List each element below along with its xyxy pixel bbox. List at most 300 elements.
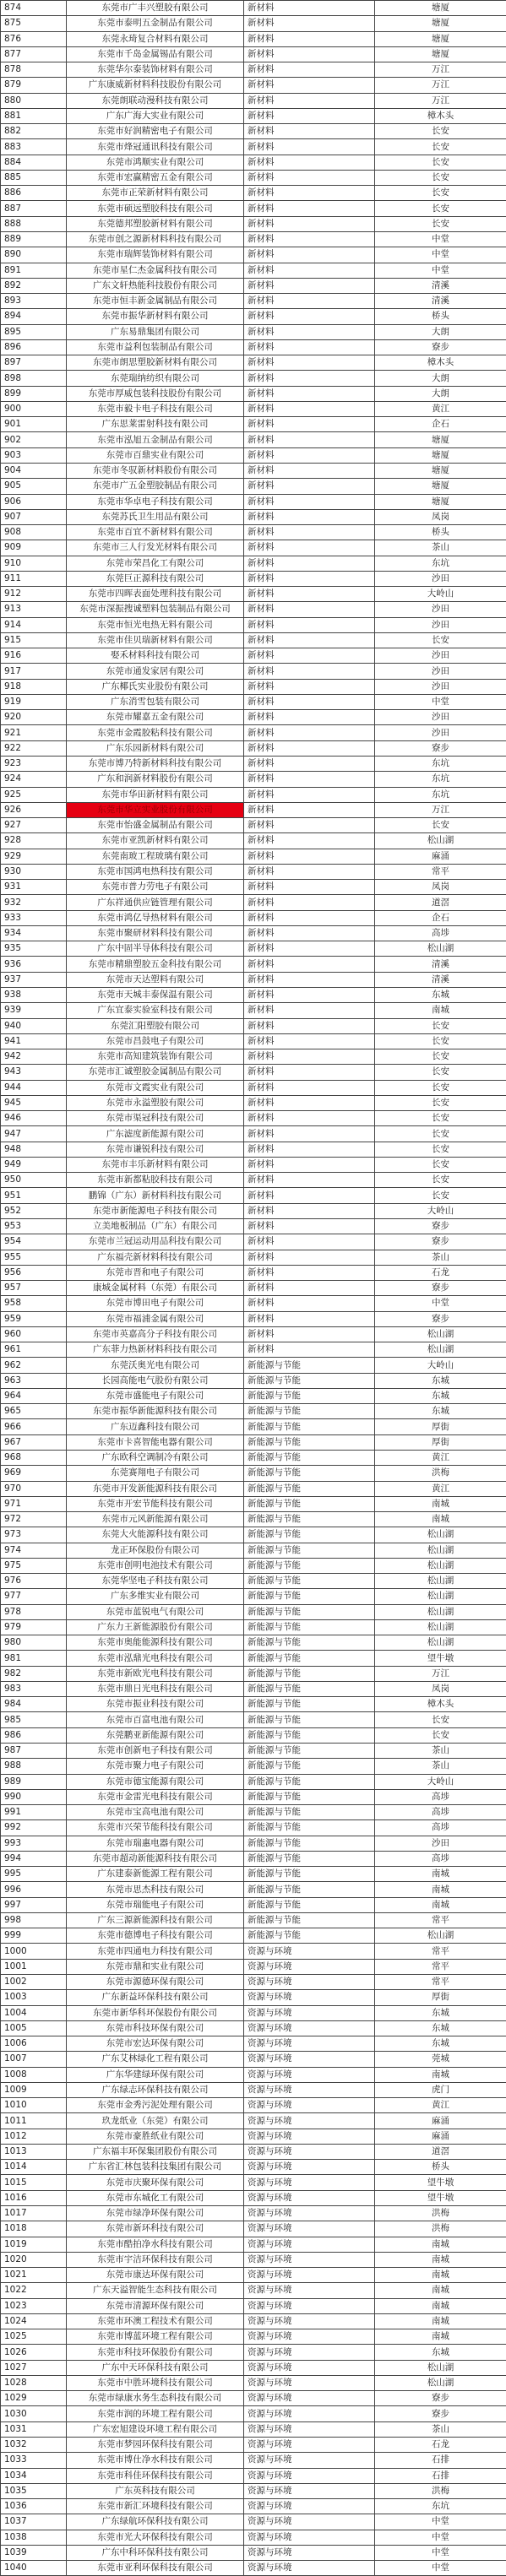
table-row — [1, 1404, 506, 1419]
category-cell: 新材料 — [244, 1065, 375, 1080]
category-cell: 新材料 — [244, 1033, 375, 1049]
company-name-cell: 东莞市创明电池技术有限公司 — [67, 1558, 244, 1573]
row-number-cell: 1012 — [1, 2129, 67, 2144]
town-cell: 长安 — [375, 216, 506, 231]
town-cell: 南城 — [375, 1897, 506, 1912]
company-name-cell: 东莞市新汇环境科技有限公司 — [67, 2499, 244, 2514]
row-number-cell: 894 — [1, 309, 67, 324]
row-number-cell: 900 — [1, 401, 67, 416]
row-number-cell: 990 — [1, 1789, 67, 1804]
category-cell: 新材料 — [244, 571, 375, 586]
category-cell: 新材料 — [244, 880, 375, 895]
category-cell: 新材料 — [244, 1080, 375, 1095]
category-cell: 新能源与节能 — [244, 1712, 375, 1727]
town-cell: 高埗 — [375, 1789, 506, 1804]
town-cell: 南城 — [375, 1496, 506, 1511]
company-name-cell: 东莞赛翔电子有限公司 — [67, 1466, 244, 1481]
row-number-cell: 879 — [1, 78, 67, 93]
row-number-cell: 892 — [1, 278, 67, 293]
company-name-cell: 东莞永琦复合材料有限公司 — [67, 31, 244, 46]
table-row — [1, 2313, 506, 2329]
company-name-cell: 东莞市佳贝瑞新材料有限公司 — [67, 632, 244, 648]
company-name-cell: 东莞市恒光电热无料有限公司 — [67, 617, 244, 632]
row-number-cell: 1010 — [1, 2098, 67, 2113]
town-cell: 中堂 — [375, 263, 506, 278]
category-cell: 新能源与节能 — [244, 1481, 375, 1496]
row-number-cell: 954 — [1, 1234, 67, 1250]
row-number-cell: 1009 — [1, 2082, 67, 2097]
category-cell: 资源与环境 — [244, 2098, 375, 2113]
row-number-cell: 902 — [1, 432, 67, 447]
company-name-cell: 东莞市新华科环保股份有限公司 — [67, 2005, 244, 2020]
category-cell: 新材料 — [244, 231, 375, 247]
category-cell: 新能源与节能 — [244, 1789, 375, 1804]
company-name-cell: 东莞市华田新材料有限公司 — [67, 787, 244, 802]
table-row — [1, 2205, 506, 2221]
table-row — [1, 1296, 506, 1311]
table-row — [1, 46, 506, 62]
company-name-cell: 长园高能电气股份有限公司 — [67, 1373, 244, 1388]
town-cell: 茶山 — [375, 1759, 506, 1774]
town-cell: 南城 — [375, 2237, 506, 2252]
row-number-cell: 972 — [1, 1512, 67, 1527]
category-cell: 新能源与节能 — [244, 1882, 375, 1897]
table-row — [1, 1142, 506, 1157]
company-name-cell: 东莞市好润精密电子有限公司 — [67, 124, 244, 139]
category-cell: 新材料 — [244, 294, 375, 309]
row-number-cell: 951 — [1, 1188, 67, 1203]
company-name-cell: 东莞市国鸿电热科技有限公司 — [67, 864, 244, 879]
table-row-highlighted — [1, 802, 506, 817]
category-cell: 资源与环境 — [244, 2345, 375, 2360]
row-number-cell: 991 — [1, 1805, 67, 1820]
row-number-cell: 962 — [1, 1358, 67, 1373]
row-number-cell: 933 — [1, 910, 67, 925]
town-cell: 长安 — [375, 201, 506, 216]
town-cell: 樟木头 — [375, 355, 506, 371]
category-cell: 新材料 — [244, 324, 375, 339]
category-cell: 新材料 — [244, 463, 375, 478]
town-cell: 长安 — [375, 139, 506, 155]
table-row — [1, 1543, 506, 1558]
row-number-cell: 878 — [1, 62, 67, 78]
table-row — [1, 941, 506, 957]
category-cell: 新材料 — [244, 16, 375, 31]
town-cell: 长安 — [375, 1712, 506, 1727]
table-row — [1, 694, 506, 709]
table-row — [1, 2499, 506, 2514]
town-cell: 桥头 — [375, 309, 506, 324]
category-cell: 新材料 — [244, 1003, 375, 1018]
town-cell: 长安 — [375, 632, 506, 648]
town-cell: 长安 — [375, 1157, 506, 1172]
row-number-cell: 903 — [1, 447, 67, 463]
table-row — [1, 1018, 506, 1033]
town-cell: 黄江 — [375, 2098, 506, 2113]
table-row — [1, 587, 506, 602]
company-name-cell: 东莞市四晖表面处理科技有限公司 — [67, 587, 244, 602]
company-name-cell: 东莞市创之源新材料科技有限公司 — [67, 231, 244, 247]
town-cell: 塘厦 — [375, 447, 506, 463]
category-cell: 资源与环境 — [244, 2221, 375, 2237]
company-name-cell: 广东思莱雷射科技有限公司 — [67, 417, 244, 432]
company-name-cell: 东莞市精鼎塑胶五金科技有限公司 — [67, 957, 244, 972]
category-cell: 新材料 — [244, 108, 375, 123]
town-cell: 望牛墩 — [375, 2175, 506, 2190]
company-name-cell: 东莞市科技环保有限公司 — [67, 2020, 244, 2036]
table-row — [1, 1234, 506, 1250]
town-cell: 松山湖 — [375, 941, 506, 957]
table-row — [1, 1419, 506, 1434]
table-row — [1, 16, 506, 31]
company-name-cell: 东莞市荣昌化工有限公司 — [67, 556, 244, 571]
table-row — [1, 386, 506, 401]
category-cell: 新能源与节能 — [244, 1851, 375, 1866]
company-name-cell: 东莞市金雷光电科技有限公司 — [67, 1789, 244, 1804]
row-number-cell: 1036 — [1, 2499, 67, 2514]
row-number-cell: 973 — [1, 1527, 67, 1543]
category-cell: 资源与环境 — [244, 1959, 375, 1974]
company-name-cell: 东莞市康达环保有限公司 — [67, 2268, 244, 2283]
company-name-cell: 东莞德邦塑胶新材料有限公司 — [67, 216, 244, 231]
row-number-cell: 1003 — [1, 1990, 67, 2005]
company-name-cell: 广东乐园新材料有限公司 — [67, 740, 244, 756]
row-number-cell: 910 — [1, 556, 67, 571]
row-number-cell: 923 — [1, 757, 67, 772]
table-row — [1, 1712, 506, 1727]
category-cell: 资源与环境 — [244, 2360, 375, 2375]
town-cell: 厚街 — [375, 1990, 506, 2005]
row-number-cell: 940 — [1, 1018, 67, 1033]
company-name-cell: 东莞巨正源科技有限公司 — [67, 571, 244, 586]
table-row — [1, 1388, 506, 1403]
category-cell: 新能源与节能 — [244, 1419, 375, 1434]
town-cell: 高埗 — [375, 1820, 506, 1836]
category-cell: 新材料 — [244, 556, 375, 571]
category-cell: 新材料 — [244, 617, 375, 632]
company-name-cell: 东莞市广五金塑胶制品有限公司 — [67, 479, 244, 494]
town-cell: 中堂 — [375, 247, 506, 263]
town-cell: 企石 — [375, 417, 506, 432]
row-number-cell: 877 — [1, 46, 67, 62]
category-cell: 新材料 — [244, 818, 375, 833]
town-cell: 长安 — [375, 1095, 506, 1110]
table-row — [1, 632, 506, 648]
category-cell: 新材料 — [244, 247, 375, 263]
category-cell: 新能源与节能 — [244, 1450, 375, 1465]
table-row — [1, 1975, 506, 1990]
row-number-cell: 949 — [1, 1157, 67, 1172]
company-name-cell: 东莞市振华新能源科技有限公司 — [67, 1404, 244, 1419]
row-number-cell: 984 — [1, 1697, 67, 1712]
category-cell: 新材料 — [244, 632, 375, 648]
town-cell: 道滘 — [375, 2144, 506, 2159]
row-number-cell: 944 — [1, 1080, 67, 1095]
company-name-cell: 东莞市清源环保有限公司 — [67, 2298, 244, 2313]
row-number-cell: 897 — [1, 355, 67, 371]
table-row — [1, 2453, 506, 2468]
category-cell: 新材料 — [244, 757, 375, 772]
category-cell: 新材料 — [244, 895, 375, 910]
company-name-cell: 广东祥通供应链管理有限公司 — [67, 895, 244, 910]
category-cell: 新材料 — [244, 1326, 375, 1342]
row-number-cell: 880 — [1, 93, 67, 108]
category-cell: 资源与环境 — [244, 2160, 375, 2175]
row-number-cell: 1037 — [1, 2514, 67, 2530]
company-name-cell: 东莞市普力劳电子有限公司 — [67, 880, 244, 895]
row-number-cell: 993 — [1, 1836, 67, 1851]
category-cell: 资源与环境 — [244, 2453, 375, 2468]
town-cell: 寮步 — [375, 2406, 506, 2421]
company-name-cell: 东莞市博田电子有限公司 — [67, 1296, 244, 1311]
category-cell: 新能源与节能 — [244, 1388, 375, 1403]
company-name-cell: 东莞市豪胜纸业有限公司 — [67, 2129, 244, 2144]
category-cell: 新材料 — [244, 401, 375, 416]
row-number-cell: 1011 — [1, 2113, 67, 2129]
row-number-cell: 1001 — [1, 1959, 67, 1974]
category-cell: 资源与环境 — [244, 2129, 375, 2144]
town-cell: 松山湖 — [375, 1527, 506, 1543]
table-row — [1, 540, 506, 556]
town-cell: 长安 — [375, 1049, 506, 1065]
town-cell: 道滘 — [375, 895, 506, 910]
table-row — [1, 2221, 506, 2237]
row-number-cell: 1019 — [1, 2237, 67, 2252]
table-row — [1, 772, 506, 787]
table-row — [1, 186, 506, 201]
table-row — [1, 1496, 506, 1511]
category-cell: 新材料 — [244, 479, 375, 494]
town-cell: 东坑 — [375, 556, 506, 571]
company-name-cell: 广东绿航环保科技有限公司 — [67, 2514, 244, 2530]
row-number-cell: 992 — [1, 1820, 67, 1836]
table-row — [1, 2545, 506, 2560]
row-number-cell: 976 — [1, 1574, 67, 1589]
company-name-cell: 广东迈鑫科技有限公司 — [67, 1419, 244, 1434]
company-name-cell: 东莞市振华新材料有限公司 — [67, 309, 244, 324]
town-cell: 常平 — [375, 1912, 506, 1928]
category-cell: 资源与环境 — [244, 2298, 375, 2313]
company-name-cell: 东莞苏氏卫生用品有限公司 — [67, 509, 244, 524]
table-row — [1, 725, 506, 740]
category-cell: 资源与环境 — [244, 2237, 375, 2252]
table-row — [1, 833, 506, 849]
town-cell: 寮步 — [375, 2391, 506, 2406]
row-number-cell: 881 — [1, 108, 67, 123]
table-row — [1, 1450, 506, 1465]
row-number-cell: 969 — [1, 1466, 67, 1481]
company-name-cell: 东莞市科技环保股份有限公司 — [67, 2345, 244, 2360]
category-cell: 新能源与节能 — [244, 1836, 375, 1851]
row-number-cell: 912 — [1, 587, 67, 602]
row-number-cell: 919 — [1, 694, 67, 709]
company-name-cell: 东莞市三人行发光材料有限公司 — [67, 540, 244, 556]
category-cell: 新材料 — [244, 447, 375, 463]
category-cell: 新材料 — [244, 278, 375, 293]
table-row — [1, 1003, 506, 1018]
town-cell: 沙田 — [375, 710, 506, 725]
table-row — [1, 2160, 506, 2175]
table-row — [1, 1681, 506, 1696]
table-row — [1, 1281, 506, 1296]
town-cell: 望牛墩 — [375, 1651, 506, 1666]
row-number-cell: 901 — [1, 417, 67, 432]
company-name-cell: 东莞市新环科技有限公司 — [67, 2221, 244, 2237]
town-cell: 松山湖 — [375, 1619, 506, 1635]
category-cell: 资源与环境 — [244, 2005, 375, 2020]
town-cell: 大朗 — [375, 386, 506, 401]
company-name-cell: 东莞市开宏节能科技有限公司 — [67, 1496, 244, 1511]
category-cell: 新能源与节能 — [244, 1574, 375, 1589]
row-number-cell: 982 — [1, 1666, 67, 1681]
row-number-cell: 971 — [1, 1496, 67, 1511]
row-number-cell: 920 — [1, 710, 67, 725]
company-name-cell: 东莞市鸿顺实业有限公司 — [67, 155, 244, 170]
company-name-cell: 广东消雪包装有限公司 — [67, 694, 244, 709]
table-row — [1, 463, 506, 478]
category-cell: 新材料 — [244, 540, 375, 556]
company-name-cell: 东莞市渠冠科技有限公司 — [67, 1111, 244, 1126]
table-row — [1, 1805, 506, 1820]
town-cell: 寮步 — [375, 1218, 506, 1234]
category-cell: 新能源与节能 — [244, 1912, 375, 1928]
town-cell: 桥头 — [375, 525, 506, 540]
town-cell: 东坑 — [375, 757, 506, 772]
row-number-cell: 975 — [1, 1558, 67, 1573]
town-cell: 洪梅 — [375, 2205, 506, 2221]
category-cell: 资源与环境 — [244, 2144, 375, 2159]
table-row — [1, 1836, 506, 1851]
table-row — [1, 2144, 506, 2159]
town-cell: 南城 — [375, 1003, 506, 1018]
row-number-cell: 928 — [1, 833, 67, 849]
company-name-cell: 东莞市晋和电子有限公司 — [67, 1265, 244, 1280]
town-cell: 石排 — [375, 2453, 506, 2468]
company-name-cell: 东莞市科佳环保科技有限公司 — [67, 2468, 244, 2483]
town-cell: 麻涌 — [375, 849, 506, 864]
company-name-cell: 广东新益环保科技有限公司 — [67, 1990, 244, 2005]
town-cell: 万江 — [375, 62, 506, 78]
table-row — [1, 988, 506, 1003]
company-name-cell: 东莞市兰冠运动用品科技有限公司 — [67, 1234, 244, 1250]
town-cell: 大岭山 — [375, 587, 506, 602]
company-name-cell: 东莞市鼎和实业有限公司 — [67, 1959, 244, 1974]
row-number-cell: 1030 — [1, 2406, 67, 2421]
company-name-cell: 广东广海大实业有限公司 — [67, 108, 244, 123]
company-name-cell: 立美地板制品（广东）有限公司 — [67, 1218, 244, 1234]
category-cell: 新材料 — [244, 525, 375, 540]
category-cell: 资源与环境 — [244, 2499, 375, 2514]
category-cell: 新材料 — [244, 864, 375, 879]
town-cell: 茶山 — [375, 540, 506, 556]
row-number-cell: 934 — [1, 925, 67, 941]
row-number-cell: 922 — [1, 740, 67, 756]
town-cell: 沙田 — [375, 1836, 506, 1851]
table-row — [1, 1358, 506, 1373]
category-cell: 资源与环境 — [244, 2483, 375, 2498]
table-row — [1, 1080, 506, 1095]
table-row — [1, 170, 506, 185]
row-number-cell: 965 — [1, 1404, 67, 1419]
category-cell: 新能源与节能 — [244, 1805, 375, 1820]
row-number-cell: 889 — [1, 231, 67, 247]
town-cell: 松山湖 — [375, 1543, 506, 1558]
row-number-cell: 1007 — [1, 2052, 67, 2067]
row-number-cell: 904 — [1, 463, 67, 478]
town-cell: 石龙 — [375, 1265, 506, 1280]
category-cell: 新能源与节能 — [244, 1697, 375, 1712]
row-number-cell: 891 — [1, 263, 67, 278]
town-cell: 松山湖 — [375, 1928, 506, 1944]
row-number-cell: 1016 — [1, 2190, 67, 2205]
company-name-cell: 广东滤度新能源有限公司 — [67, 1126, 244, 1142]
company-name-cell: 广东建泰新能源工程有限公司 — [67, 1867, 244, 1882]
category-cell: 新材料 — [244, 1203, 375, 1218]
row-number-cell: 939 — [1, 1003, 67, 1018]
table-row — [1, 2237, 506, 2252]
company-name-cell: 东莞市创新电子科技有限公司 — [67, 1744, 244, 1759]
company-name-cell: 东莞市泰明五金制品有限公司 — [67, 16, 244, 31]
category-cell: 新材料 — [244, 957, 375, 972]
category-cell: 新材料 — [244, 1, 375, 16]
table-row — [1, 494, 506, 509]
table-row — [1, 1604, 506, 1619]
row-number-cell: 874 — [1, 1, 67, 16]
town-cell: 洪梅 — [375, 2221, 506, 2237]
company-name-cell: 东莞市冬驭新材料股份有限公司 — [67, 463, 244, 478]
company-name-cell: 东莞市百宜不新材料有限公司 — [67, 525, 244, 540]
row-number-cell: 916 — [1, 648, 67, 664]
table-row — [1, 1512, 506, 1527]
town-cell: 大岭山 — [375, 1358, 506, 1373]
town-cell: 南城 — [375, 1867, 506, 1882]
row-number-cell: 1029 — [1, 2391, 67, 2406]
company-name-cell: 东莞市东城化工有限公司 — [67, 2190, 244, 2205]
category-cell: 新能源与节能 — [244, 1434, 375, 1450]
town-cell: 大岭山 — [375, 1774, 506, 1789]
category-cell: 新材料 — [244, 93, 375, 108]
table-row — [1, 1250, 506, 1265]
company-name-cell: 东莞市兴荣节能科技有限公司 — [67, 1820, 244, 1836]
company-name-cell: 东莞市千岛金属锡品有限公司 — [67, 46, 244, 62]
row-number-cell: 906 — [1, 494, 67, 509]
company-name-cell: 东莞市盛能电子有限公司 — [67, 1388, 244, 1403]
row-number-cell: 948 — [1, 1142, 67, 1157]
row-number-cell: 950 — [1, 1173, 67, 1188]
company-name-cell: 东莞市金霞胶粘科技有限公司 — [67, 725, 244, 740]
row-number-cell: 977 — [1, 1589, 67, 1604]
table-row — [1, 910, 506, 925]
category-cell: 资源与环境 — [244, 2036, 375, 2052]
table-row — [1, 2067, 506, 2082]
row-number-cell: 1013 — [1, 2144, 67, 2159]
table-row — [1, 1111, 506, 1126]
row-number-cell: 937 — [1, 972, 67, 987]
row-number-cell: 974 — [1, 1543, 67, 1558]
row-number-cell: 966 — [1, 1419, 67, 1434]
category-cell: 新能源与节能 — [244, 1496, 375, 1511]
category-cell: 资源与环境 — [244, 2468, 375, 2483]
company-name-cell: 东莞市润的环境工程有限公司 — [67, 2406, 244, 2421]
category-cell: 新材料 — [244, 988, 375, 1003]
category-cell: 新材料 — [244, 355, 375, 371]
company-name-cell: 广东易鼎集团有限公司 — [67, 324, 244, 339]
category-cell: 新材料 — [244, 972, 375, 987]
town-cell: 松山湖 — [375, 2375, 506, 2390]
table-row — [1, 2375, 506, 2390]
row-number-cell: 918 — [1, 679, 67, 694]
row-number-cell: 895 — [1, 324, 67, 339]
